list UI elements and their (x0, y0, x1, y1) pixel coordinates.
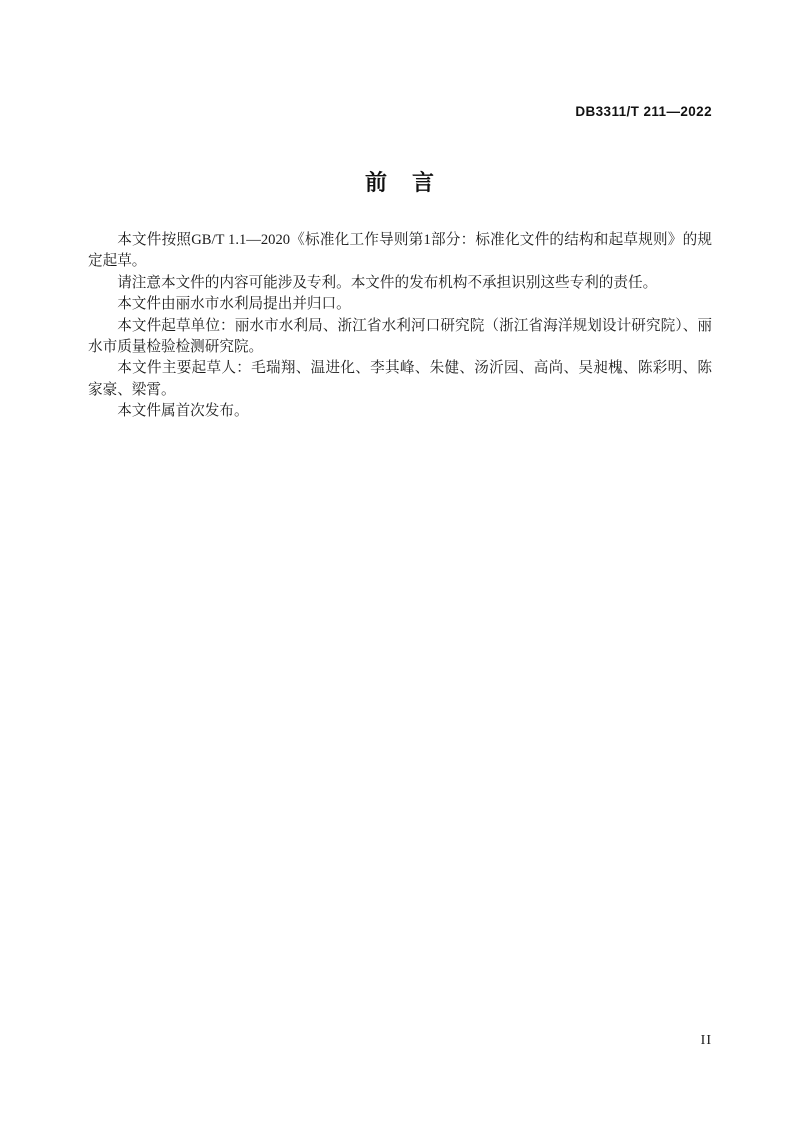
foreword-paragraph: 本文件主要起草人：毛瑞翔、温进化、李其峰、朱健、汤沂园、高尚、吴昶槐、陈彩明、陈家豪、梁霄。 (88, 360, 712, 398)
foreword-paragraph: 本文件由丽水市水利局提出并归口。 (117, 296, 351, 313)
page-title-char-2: 言 (412, 170, 436, 195)
page-title (0, 166, 800, 197)
foreword-paragraph: 本文件属首次发布。 (117, 403, 249, 420)
page-title-char-1: 前 (364, 170, 388, 195)
foreword-paragraph: 请注意本文件的内容可能涉及专利。本文件的发布机构不承担识别这些专利的责任。 (117, 274, 658, 291)
footer-page-number: II (700, 1033, 712, 1048)
foreword-paragraph: 本文件起草单位：丽水市水利局、浙江省水利河口研究院（浙江省海洋规划设计研究院）、丽水市质量检验检测研究院。 (88, 317, 712, 356)
foreword-body (88, 230, 712, 423)
foreword-paragraph: 本文件按照GB/T 1.1—2020《标准化工作导则第1部分：标准化文件的结构和起草规则》的规定起草。 (88, 232, 712, 270)
running-header-standard-number: DB3311/T 211—2022 (575, 104, 712, 119)
